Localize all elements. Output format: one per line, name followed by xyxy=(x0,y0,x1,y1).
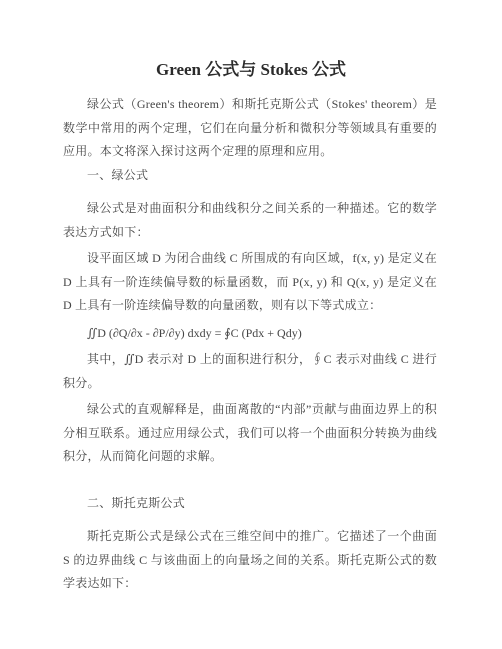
green-definition-paragraph: 设平面区域 D 为闭合曲线 C 所围成的有向区域，f(x, y) 是定义在 D 上具有一阶连续偏导数的标量函数，而 P(x, y) 和 Q(x, y) 是定义在 D 上具有一阶连续偏导数的向量函数，则有以下等式成立： xyxy=(63,251,437,312)
formula-explanation-paragraph: 其中，∬D 表示对 D 上的面积进行积分，∮C 表示对曲线 C 进行积分。 xyxy=(63,352,437,390)
stokes-description-paragraph: 斯托克斯公式是绿公式在三维空间中的推广。它描述了一个曲面 S 的边界曲线 C 与该曲面上的向量场之间的关系。斯托克斯公式的数学表达如下： xyxy=(63,529,437,590)
section-heading-green: 一、绿公式 xyxy=(87,168,149,182)
green-interpretation-paragraph: 绿公式的直观解释是，曲面离散的“内部”贡献与曲面边界上的积分相互联系。通过应用绿公式，我们可以将一个曲面积分转换为曲线积分，从而简化问题的求解。 xyxy=(63,402,437,463)
green-description-paragraph: 绿公式是对曲面积分和曲线积分之间关系的一种描述。它的数学表达方式如下： xyxy=(63,201,437,239)
page-title: Green 公式与 Stokes 公式 xyxy=(156,60,346,79)
intro-paragraph: 绿公式（Green's theorem）和斯托克斯公式（Stokes' theorem）是数学中常用的两个定理，它们在向量分析和微积分等领域具有重要的应用。本文将深入探讨这两个定理的原理和应用。 xyxy=(63,97,437,158)
green-formula: ∬D (∂Q/∂x - ∂P/∂y) dxdy = ∮C (Pdx + Qdy) xyxy=(87,326,302,340)
section-heading-stokes: 二、斯托克斯公式 xyxy=(87,496,186,510)
